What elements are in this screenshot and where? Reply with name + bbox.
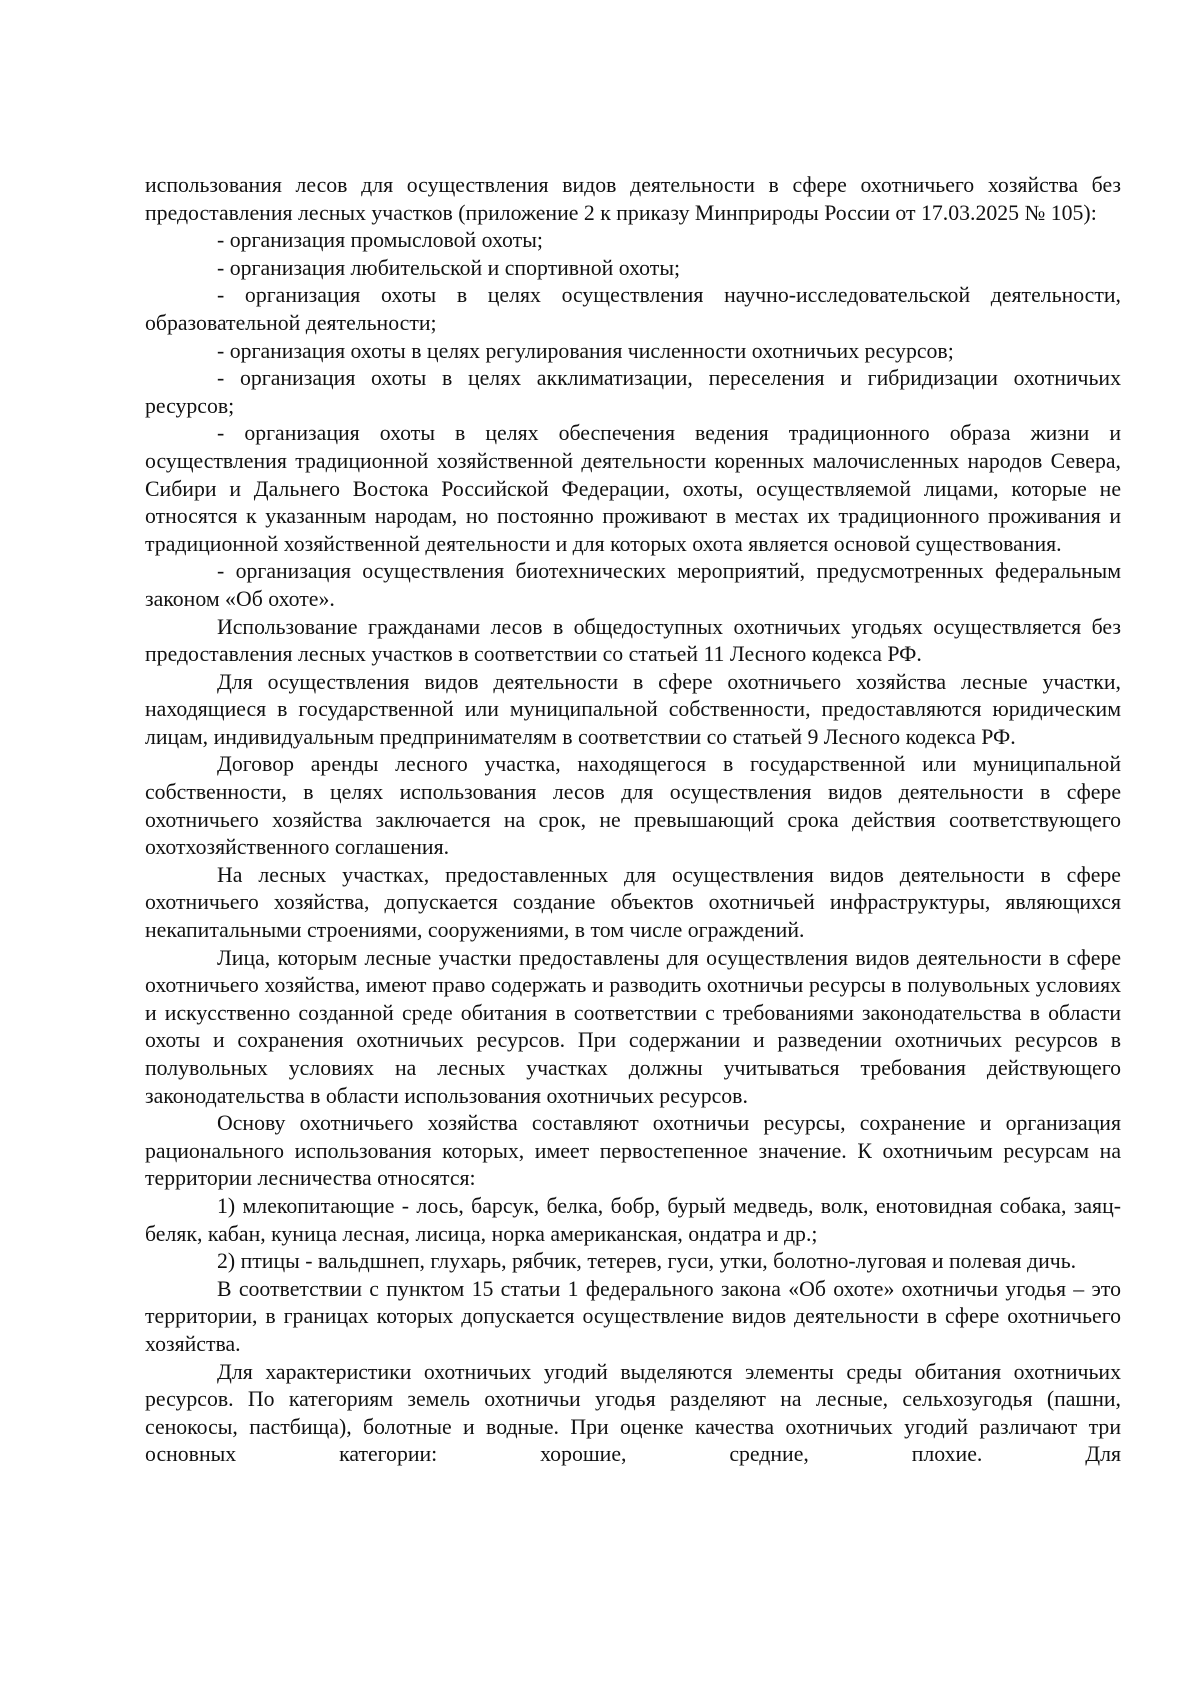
paragraph-hunting-resources: Основу охотничьего хозяйства составляют охотничьи ресурсы, сохранение и организация рационального использования которых, имеет первостепенное значение. К охотничьим ресурсам на территории лесничества относятся: xyxy=(145,1111,1121,1191)
paragraph-hunting-grounds-characteristics: Для характеристики охотничьих угодий выделяются элементы среды обитания охотничьих ресурсов. По категориям земель охотничьи угодья разделяют на лесные, сельхозугодья (пашни, сенокосы, пастбища), болотные и водные. При оценке качества охотничьих угодий различают три основных категории: хорошие, средние, плохие. Для xyxy=(145,1359,1121,1467)
paragraph-semi-free-breeding: Лица, которым лесные участки предоставлены для осуществления видов деятельности в сфере охотничьего хозяйства, имеют право содержать и разводить охотничьи ресурсы в полувольных условиях и искусственно созданной среде обитания в соответствии с требованиями законодательства в области охоты и сохранения охотничьих ресурсов. При содержании и разведении охотничьих ресурсов в полувольных условиях на лесных участках должны учитываться требования действующего законодательства в области использования охотничьих ресурсов. xyxy=(145,945,1121,1108)
list-item-commercial-hunting: - организация промысловой охоты; xyxy=(217,228,543,253)
paragraph-public-hunting-grounds: Использование гражданами лесов в общедоступных охотничьих угодьях осуществляется без предоставления лесных участков в соответствии со статьей 11 Лесного кодекса РФ. xyxy=(145,614,1121,667)
list-item-population-regulation: - организация охоты в целях регулирования численности охотничьих ресурсов; xyxy=(217,338,954,363)
document-page xyxy=(145,172,1121,1469)
paragraph-hunting-grounds-definition: В соответствии с пунктом 15 статьи 1 федерального закона «Об охоте» охотничьи угодья – это территории, в границах которых допускается осуществление видов деятельности в сфере охотничьего хозяйства. xyxy=(145,1276,1121,1356)
list-item-birds: 2) птицы - вальдшнеп, глухарь, рябчик, тетерев, гуси, утки, болотно-луговая и полевая дичь. xyxy=(217,1249,1077,1274)
list-item-mammals: 1) млекопитающие - лось, барсук, белка, бобр, бурый медведь, волк, енотовидная собака, заяц-беляк, кабан, куница лесная, лисица, норка американская, ондатра и др.; xyxy=(145,1193,1121,1246)
paragraph-land-provision: Для осуществления видов деятельности в сфере охотничьего хозяйства лесные участки, находящиеся в государственной или муниципальной собственности, предоставляются юридическим лицам, индивидуальным предпринимателям в соответствии со статьей 9 Лесного кодекса РФ. xyxy=(145,669,1121,749)
paragraph-infrastructure: На лесных участках, предоставленных для осуществления видов деятельности в сфере охотничьего хозяйства, допускается создание объектов охотничьей инфраструктуры, являющихся некапитальными строениями, сооружениями, в том числе ограждений. xyxy=(145,862,1121,943)
list-item-research-hunting: - организация охоты в целях осуществления научно-исследовательской деятельности, образовательной деятельности; xyxy=(145,283,1121,335)
list-item-biotechnical-measures: - организация осуществления биотехнических мероприятий, предусмотренных федеральным законом «Об охоте». xyxy=(145,559,1121,611)
paragraph-intro: использования лесов для осуществления видов деятельности в сфере охотничьего хозяйства без предоставления лесных участков (приложение 2 к приказу Минприроды России от 17.03.2025 № 105): xyxy=(145,173,1121,225)
list-item-amateur-sport-hunting: - организация любительской и спортивной охоты; xyxy=(217,255,681,280)
paragraph-lease-agreement: Договор аренды лесного участка, находящегося в государственной или муниципальной собственности, в целях использования лесов для осуществления видов деятельности в сфере охотничьего хозяйства заключается на срок, не превышающий срока действия соответствующего охотхозяйственного соглашения. xyxy=(145,752,1121,860)
list-item-acclimatization: - организация охоты в целях акклиматизации, переселения и гибридизации охотничьих ресурсов; xyxy=(145,366,1121,418)
list-item-indigenous-hunting: - организация охоты в целях обеспечения ведения традиционного образа жизни и осуществления традиционной хозяйственной деятельности коренных малочисленных народов Севера, Сибири и Дальнего Востока Российской Федерации, охоты, осуществляемой лицами, которые не относятся к указанным народам, но постоянно проживают в местах их традиционного проживания и традиционной хозяйственной деятельности и для которых охота является основой существования. xyxy=(145,421,1121,556)
